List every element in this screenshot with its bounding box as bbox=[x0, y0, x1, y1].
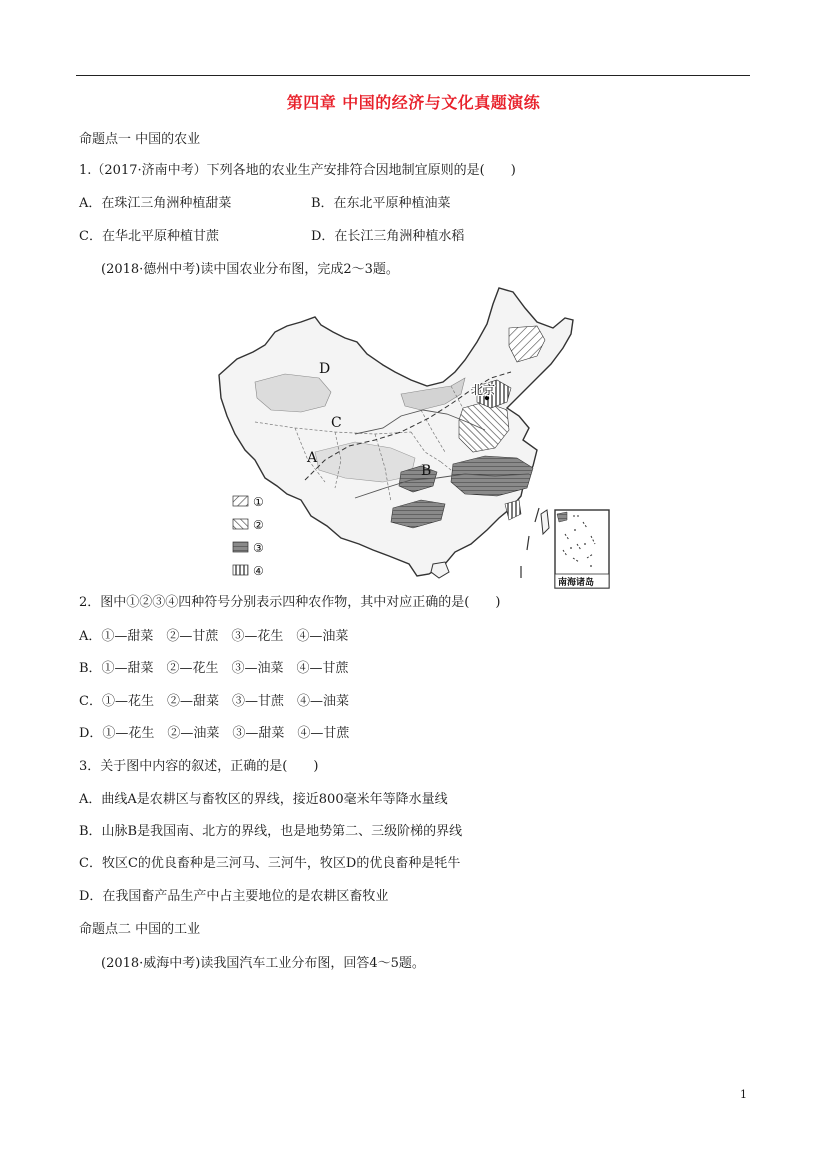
intro-q2-q3: (2018·德州中考)读中国农业分布图，完成2～3题。 bbox=[101, 262, 399, 277]
q2-option-a: A．①—甜菜 ②—甘蔗 ③—花生 ④—油菜 bbox=[79, 629, 349, 644]
q3-option-c: C．牧区C的优良畜种是三河马、三河牛，牧区D的优良畜种是牦牛 bbox=[79, 856, 461, 871]
q1-option-b: B．在东北平原种植油菜 bbox=[311, 196, 451, 211]
tarim-basin-region bbox=[255, 374, 331, 412]
label-d: D bbox=[319, 361, 331, 377]
q1-stem: 1.（2017·济南中考）下列各地的农业生产安排符合因地制宜原则的是( ) bbox=[79, 163, 516, 178]
q1-option-a: A．在珠江三角洲种植甜菜 bbox=[79, 196, 232, 211]
q1-option-c: C．在华北平原种植甘蔗 bbox=[79, 229, 219, 244]
intro-q4-q5: (2018·威海中考)读我国汽车工业分布图，回答4～5题。 bbox=[101, 956, 425, 971]
legend-label-1: ① bbox=[253, 495, 264, 509]
hainan-island bbox=[431, 562, 449, 578]
legend-label-4: ④ bbox=[253, 564, 264, 578]
q3-option-b: B．山脉B是我国南、北方的界线，也是地势第二、三级阶梯的界线 bbox=[79, 824, 463, 839]
legend-label-2: ② bbox=[253, 518, 264, 532]
q3-option-d: D．在我国畜产品生产中占主要地位的是农耕区畜牧业 bbox=[79, 889, 389, 904]
legend-label-3: ③ bbox=[253, 541, 264, 555]
q3-option-a: A．曲线A是农耕区与畜牧区的界线，接近800毫米年等降水量线 bbox=[79, 792, 448, 807]
sea-boundary bbox=[521, 508, 539, 578]
legend-swatch-3 bbox=[233, 542, 248, 552]
legend-swatch-4 bbox=[233, 565, 248, 575]
header-rule bbox=[76, 75, 750, 76]
south-china-sea-inset bbox=[555, 510, 609, 588]
page-title: 第四章 中国的经济与文化真题演练 bbox=[286, 93, 541, 112]
label-b: B bbox=[421, 463, 432, 479]
legend-swatch-2 bbox=[233, 519, 248, 529]
legend-swatch-1 bbox=[233, 496, 248, 506]
china-agriculture-map bbox=[215, 282, 615, 594]
section-heading-industry: 命题点二 中国的工业 bbox=[79, 922, 201, 937]
q1-option-d: D．在长江三角洲种植水稻 bbox=[311, 229, 465, 244]
q2-option-c: C．①—花生 ②—甜菜 ③—甘蔗 ④—油菜 bbox=[79, 694, 349, 709]
q3-stem: 3．关于图中内容的叙述，正确的是( ) bbox=[79, 759, 319, 774]
q2-stem: 2．图中①②③④四种符号分别表示四种农作物，其中对应正确的是( ) bbox=[79, 595, 501, 610]
q2-option-d: D．①—花生 ②—油菜 ③—甜菜 ④—甘蔗 bbox=[79, 726, 350, 741]
page-number: 1 bbox=[740, 1088, 747, 1101]
label-c: C bbox=[331, 415, 342, 431]
map-legend bbox=[233, 495, 264, 578]
q2-option-b: B．①—甜菜 ②—花生 ③—油菜 ④—甘蔗 bbox=[79, 661, 349, 676]
label-beijing: 北京 bbox=[471, 383, 496, 397]
label-a: A bbox=[307, 450, 318, 466]
section-heading-agriculture: 命题点一 中国的农业 bbox=[79, 132, 201, 147]
inset-label: 南海诸岛 bbox=[558, 578, 595, 588]
taiwan-island bbox=[541, 510, 549, 534]
